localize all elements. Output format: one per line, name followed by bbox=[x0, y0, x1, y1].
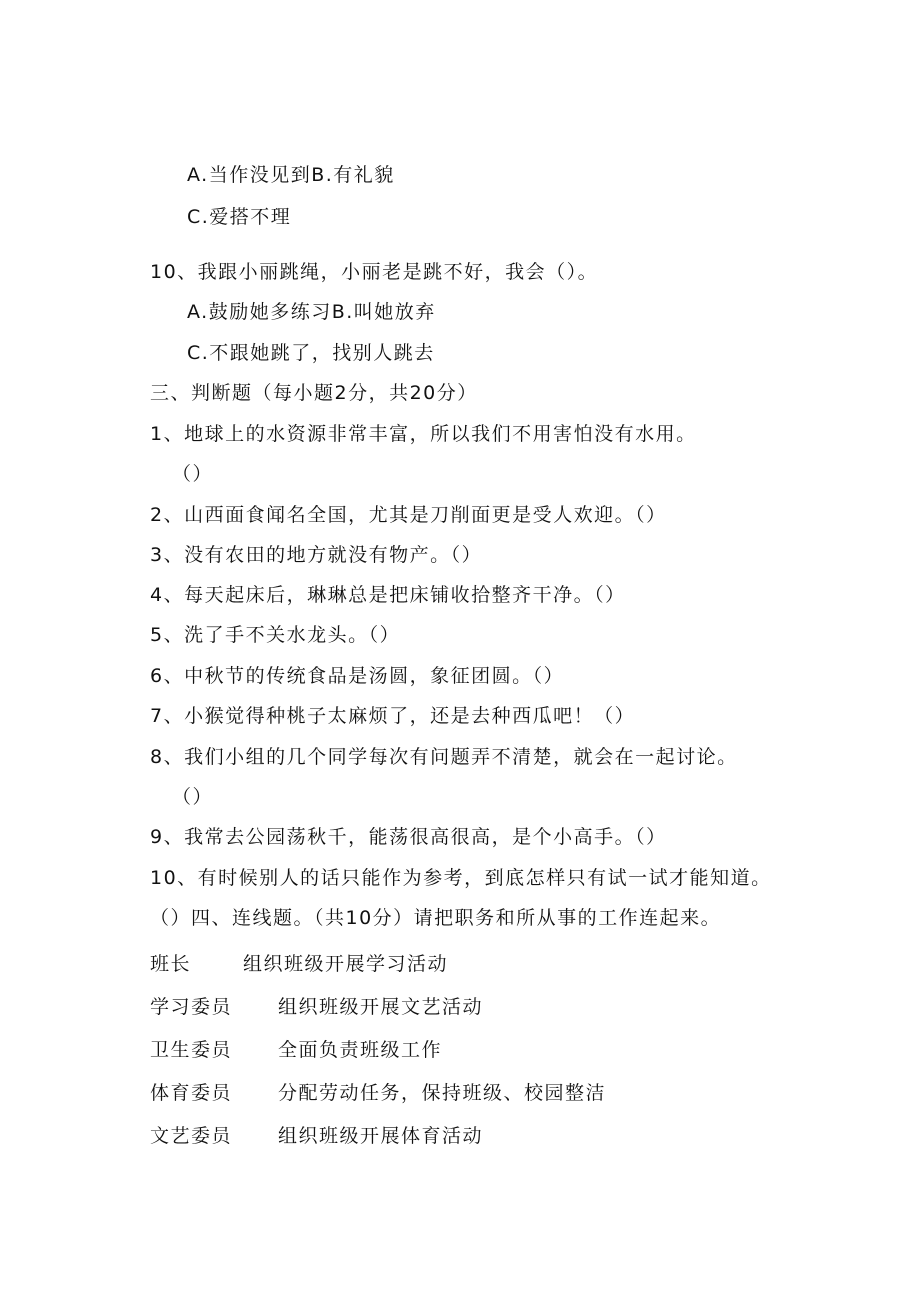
section3-heading: 三、判断题（每小题2分，共20分） bbox=[150, 382, 478, 404]
judge-item-8: 8、我们小组的几个同学每次有问题弄不清楚，就会在一起讨论。 bbox=[150, 746, 738, 768]
match-role: 班长 bbox=[150, 953, 192, 975]
judge-item-10: 10、有时候别人的话只能作为参考，到底怎样只有试一试才能知道。 bbox=[150, 867, 772, 889]
match-role: 学习委员 bbox=[150, 996, 233, 1018]
judge-item-4: 4、每天起床后，琳琳总是把床铺收拾整齐干净。（） bbox=[150, 584, 626, 606]
judge-item-5: 5、洗了手不关水龙头。（） bbox=[150, 624, 401, 646]
judge-item-2: 2、山西面食闻名全国，尤其是刀削面更是受人欢迎。（） bbox=[150, 504, 667, 526]
judge-item-3: 3、没有农田的地方就没有物产。（） bbox=[150, 544, 483, 566]
judge-item-8-blank: （） bbox=[172, 786, 214, 808]
match-duty: 全面负责班级工作 bbox=[278, 1039, 443, 1061]
match-duty: 分配劳动任务，保持班级、校园整洁 bbox=[278, 1082, 607, 1104]
judge-item-7: 7、小猴觉得种桃子太麻烦了，还是去种西瓜吧！（） bbox=[150, 705, 636, 727]
q10-stem: 10、我跟小丽跳绳，小丽老是跳不好，我会（）。 bbox=[150, 261, 599, 283]
match-role: 文艺委员 bbox=[150, 1125, 233, 1147]
match-duty: 组织班级开展体育活动 bbox=[278, 1125, 484, 1147]
match-duty: 组织班级开展文艺活动 bbox=[278, 996, 484, 1018]
section4-heading: （）四、连线题。（共10分）请把职务和所从事的工作连起来。 bbox=[150, 907, 722, 929]
match-duty: 组织班级开展学习活动 bbox=[243, 953, 449, 975]
q10-option-c: C.不跟她跳了，找别人跳去 bbox=[187, 342, 435, 364]
match-role: 卫生委员 bbox=[150, 1039, 233, 1061]
judge-item-9: 9、我常去公园荡秋千，能荡很高很高，是个小高手。（） bbox=[150, 826, 667, 848]
judge-item-1-blank: （） bbox=[172, 463, 214, 485]
match-role: 体育委员 bbox=[150, 1082, 233, 1104]
q9-options-ab: A.当作没见到B.有礼貌 bbox=[187, 164, 395, 186]
judge-item-6: 6、中秋节的传统食品是汤圆，象征团圆。（） bbox=[150, 665, 565, 687]
q9-option-c: C.爱搭不理 bbox=[187, 206, 292, 228]
q10-options-ab: A.鼓励她多练习B.叫她放弃 bbox=[187, 301, 436, 323]
judge-item-1: 1、地球上的水资源非常丰富，所以我们不用害怕没有水用。 bbox=[150, 423, 697, 445]
